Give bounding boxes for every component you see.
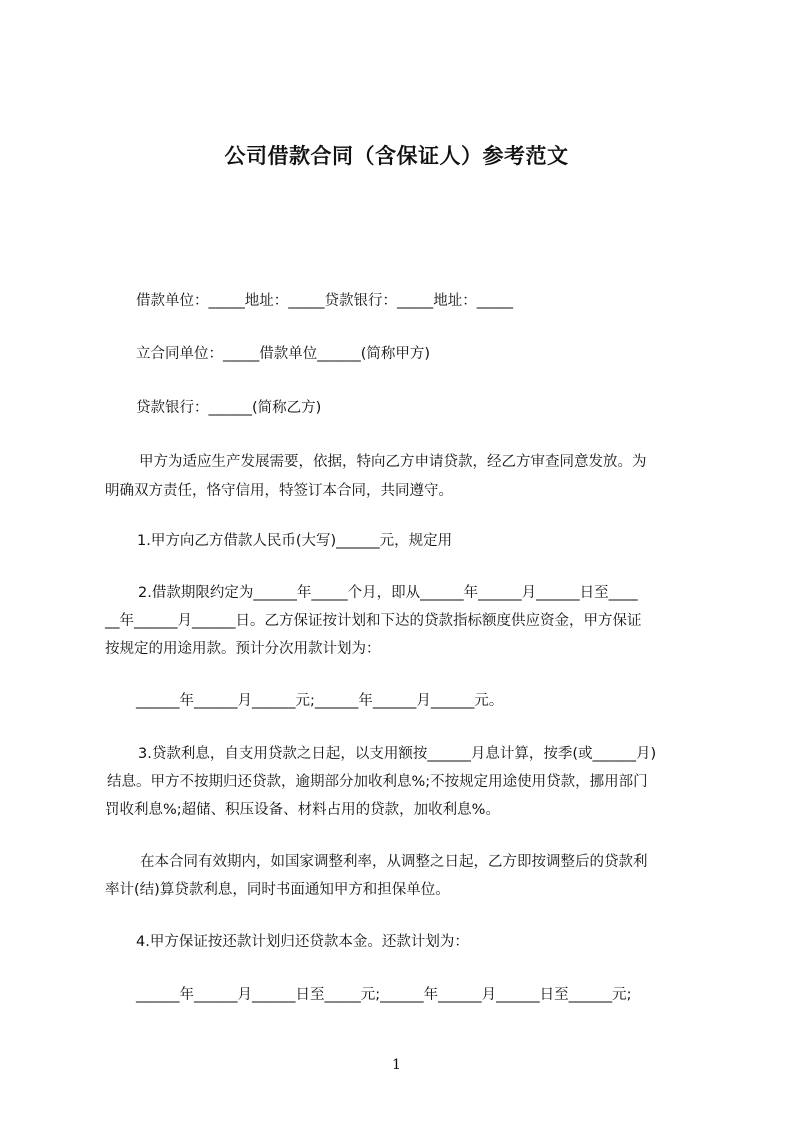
borrower-info-line: 借款单位：_____地址：_____贷款银行：_____地址：_____ <box>136 293 513 309</box>
page-number: 1 <box>392 1057 401 1073</box>
clause-3-line: 3.贷款利息，自支用贷款之日起，以支用额按______月息计算，按季(或______月) <box>138 746 657 762</box>
lender-line: 贷款银行：______(简称乙方) <box>136 400 322 416</box>
clause-3-line: 罚收利息%;超储、积压设备、材料占用的贷款，加收利息%。 <box>105 802 500 818</box>
contract-party-line: 立合同单位：_____借款单位______(简称甲方) <box>136 346 431 362</box>
clause-1-line: 1.甲方向乙方借款人民币(大写)______元，规定用 <box>137 533 453 549</box>
repayment-schedule-line: ______年______月______日至_____元;______年______月______日至______元; <box>136 987 632 1003</box>
intro-paragraph-line: 明确双方责任，恪守信用，特签订本合同，共同遵守。 <box>105 483 453 499</box>
document-title: 公司借款合同（含保证人）参考范文 <box>224 144 569 168</box>
clause-2-line: __年______月______日。乙方保证按计划和下达的贷款指标额度供应资金，甲方保证 <box>105 613 642 629</box>
drawdown-schedule-line: ______年______月______元;______年______月______元。 <box>136 693 504 709</box>
clause-2-line: 按规定的用途用款。预计分次用款计划为： <box>105 641 381 657</box>
clause-4-line: 4.甲方保证按还款计划归还贷款本金。还款计划为： <box>136 934 469 950</box>
rate-adjustment-line: 在本合同有效期内，如国家调整利率，从调整之日起，乙方即按调整后的贷款利 <box>140 854 648 870</box>
intro-paragraph-line: 甲方为适应生产发展需要，依据，特向乙方申请贷款，经乙方审查同意发放。为 <box>139 454 647 470</box>
clause-2-line: 2.借款期限约定为______年_____个月，即从______年______月______日至____ <box>138 585 638 601</box>
clause-3-line: 结息。甲方不按期归还贷款，逾期部分加收利息%;不按规定用途使用贷款，挪用部门 <box>107 774 648 790</box>
rate-adjustment-line: 率计(结)算贷款利息，同时书面通知甲方和担保单位。 <box>105 882 450 898</box>
